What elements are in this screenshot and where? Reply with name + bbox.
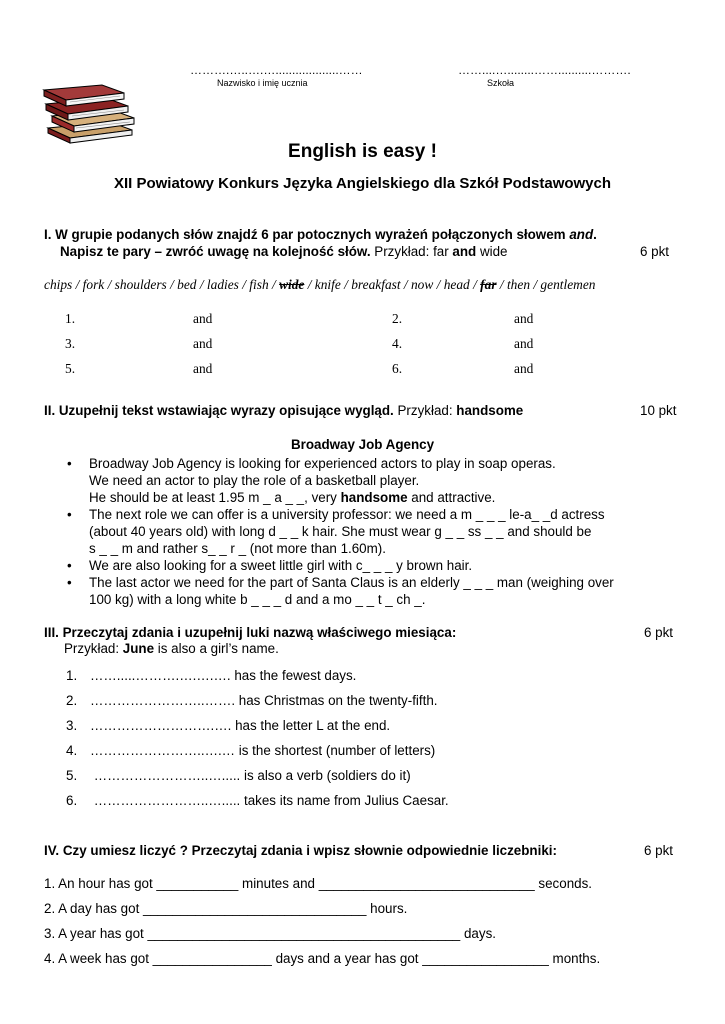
section4-heading: IV. Czy umiesz liczyć ? Przeczytaj zdania i wpisz słownie odpowiednie liczebniki: — [44, 843, 557, 858]
list-item: • We are also looking for a sweet little girl with c_ _ _ y brown hair. — [44, 557, 704, 574]
agency-title: Broadway Job Agency — [290, 437, 435, 452]
section1-example-and: and — [452, 244, 477, 259]
pair-and-4: and — [514, 336, 534, 351]
section1-word-list — [44, 277, 595, 293]
section4-line-1: 1. An hour has got ___________ minutes and _____________________________ seconds. — [44, 876, 593, 891]
list-item: • Broadway Job Agency is looking for experienced actors to play in soap operas. We need an actor to play the role of a basketball player. He should be at least 1.95 m _ a _ _, very handsome and attractive. — [44, 455, 704, 506]
section1-heading-text: I. W grupie podanych słów znajdź 6 par potocznych wyrażeń połączonych słowem — [44, 227, 570, 242]
bullet2-line1: The next role we can offer is a university professor: we need a m _ _ _ le-a_ _d actress — [89, 507, 605, 522]
section1-points: 6 pkt — [640, 244, 670, 259]
section1-heading-dot: . — [593, 227, 597, 242]
school-label: Szkoła — [487, 78, 515, 88]
section2-points: 10 pkt — [640, 403, 677, 418]
bullet4-line2: 100 kg) with a long white b _ _ _ d and a mo _ _ t _ ch _. — [89, 592, 426, 607]
bullet4-line1: The last actor we need for the part of Santa Claus is an elderly _ _ _ man (weighing over — [89, 575, 614, 590]
section3-item-4: 4. ……………………..….… is the shortest (number of letters) — [66, 743, 436, 758]
section3-item-5: 5. ……………………..…..... is also a verb (soldiers do it) — [66, 768, 411, 783]
bullet1-line1: Broadway Job Agency is looking for experienced actors to play in soap operas. — [89, 456, 556, 471]
section1-heading-line1 — [44, 227, 597, 242]
word-list-start: chips / fork / shoulders / bed / ladies / fish / — [44, 277, 280, 292]
pair-and-1: and — [193, 311, 213, 326]
bullet2-line2: (about 40 years old) with long d _ _ k hair. She must wear g _ _ ss _ _ and should be — [89, 524, 592, 539]
pair-num-3: 3. — [65, 336, 76, 351]
pair-and-5: and — [193, 361, 213, 376]
section1-example-suffix: wide — [476, 244, 508, 259]
section3-example: Przykład: June is also a girl’s name. — [64, 641, 279, 656]
section4-line-3: 3. A year has got __________________________________________ days. — [44, 926, 496, 941]
section4-points: 6 pkt — [644, 843, 674, 858]
name-label: Nazwisko i imię ucznia — [217, 78, 308, 88]
section2-example-word: handsome — [456, 403, 524, 418]
section1-heading-and: and — [569, 227, 594, 242]
example-june: June — [122, 641, 155, 656]
page-subtitle: XII Powiatowy Konkurs Języka Angielskiego dla Szkół Podstawowych — [113, 175, 612, 192]
stack-of-books-icon — [40, 82, 140, 144]
section3-item-1: 1. …….....……….….….…. has the fewest days. — [66, 668, 357, 683]
bullet1-line2: We need an actor to play the role of a basketball player. — [89, 473, 420, 488]
handsome-bold: handsome — [340, 490, 408, 505]
section4-line-2: 2. A day has got ______________________________ hours. — [44, 901, 408, 916]
word-list-end: / then / gentlemen — [496, 277, 596, 292]
section1-instruction: Napisz te pary – zwróć uwagę na kolejność słów. — [60, 244, 371, 259]
section1-heading-line2 — [60, 244, 508, 259]
section4-line-4: 4. A week has got ________________ days and a year has got _________________ months. — [44, 951, 601, 966]
pair-and-3: and — [193, 336, 213, 351]
pair-num-5: 5. — [65, 361, 76, 376]
pair-and-2: and — [514, 311, 534, 326]
pair-num-1: 1. — [65, 311, 76, 326]
pair-num-2: 2. — [392, 311, 403, 326]
bullet2-line3: s _ _ m and rather s_ _ r _ (not more than 1.60m). — [89, 541, 386, 556]
school-dotted-line: ……....…........……..........………. — [458, 63, 631, 77]
section1-example-prefix: Przykład: far — [370, 244, 453, 259]
section2-example-prefix: Przykład: — [393, 403, 457, 418]
word-wide-struck: wide — [279, 277, 305, 292]
section2-heading — [44, 403, 523, 418]
pair-and-6: and — [514, 361, 534, 376]
section3-item-3: 3. ……………………….…. has the letter L at the end. — [66, 718, 391, 733]
list-item: • The last actor we need for the part of Santa Claus is an elderly _ _ _ man (weighing over 100 kg) with a long white b _ _ _ d and a mo _ _ t _ ch _. — [44, 574, 704, 608]
section3-points: 6 pkt — [644, 625, 674, 640]
bullet3-line1: We are also looking for a sweet little girl with c_ _ _ y brown hair. — [89, 558, 473, 573]
word-far-struck: far — [480, 277, 497, 292]
section3-item-6: 6. ……………………..…..... takes its name from Julius Caesar. — [66, 793, 449, 808]
pair-num-4: 4. — [392, 336, 403, 351]
page-title: English is easy ! — [288, 141, 437, 162]
section2-bullets — [44, 455, 704, 608]
list-item: • The next role we can offer is a university professor: we need a m _ _ _ le-a_ _d actress (about 40 years old) with long d _ _ k hair. She must wear g _ _ ss _ _ and should be s _ _ m and rather s_ _ r _ (not more than 1.60m). — [44, 506, 704, 557]
word-list-middle: / knife / breakfast / now / head / — [304, 277, 481, 292]
bullet1-line3: He should be at least 1.95 m _ a _ _, very handsome and attractive. — [89, 490, 496, 505]
name-dotted-line: ……….…..….…...................…… — [190, 63, 363, 77]
section2-heading-text: II. Uzupełnij tekst wstawiając wyrazy opisujące wygląd. — [44, 403, 394, 418]
section3-heading: III. Przeczytaj zdania i uzupełnij luki nazwą właściwego miesiąca: — [44, 625, 457, 640]
section3-item-2: 2. ……………………..……. has Christmas on the twenty-fifth. — [66, 693, 438, 708]
pair-num-6: 6. — [392, 361, 403, 376]
